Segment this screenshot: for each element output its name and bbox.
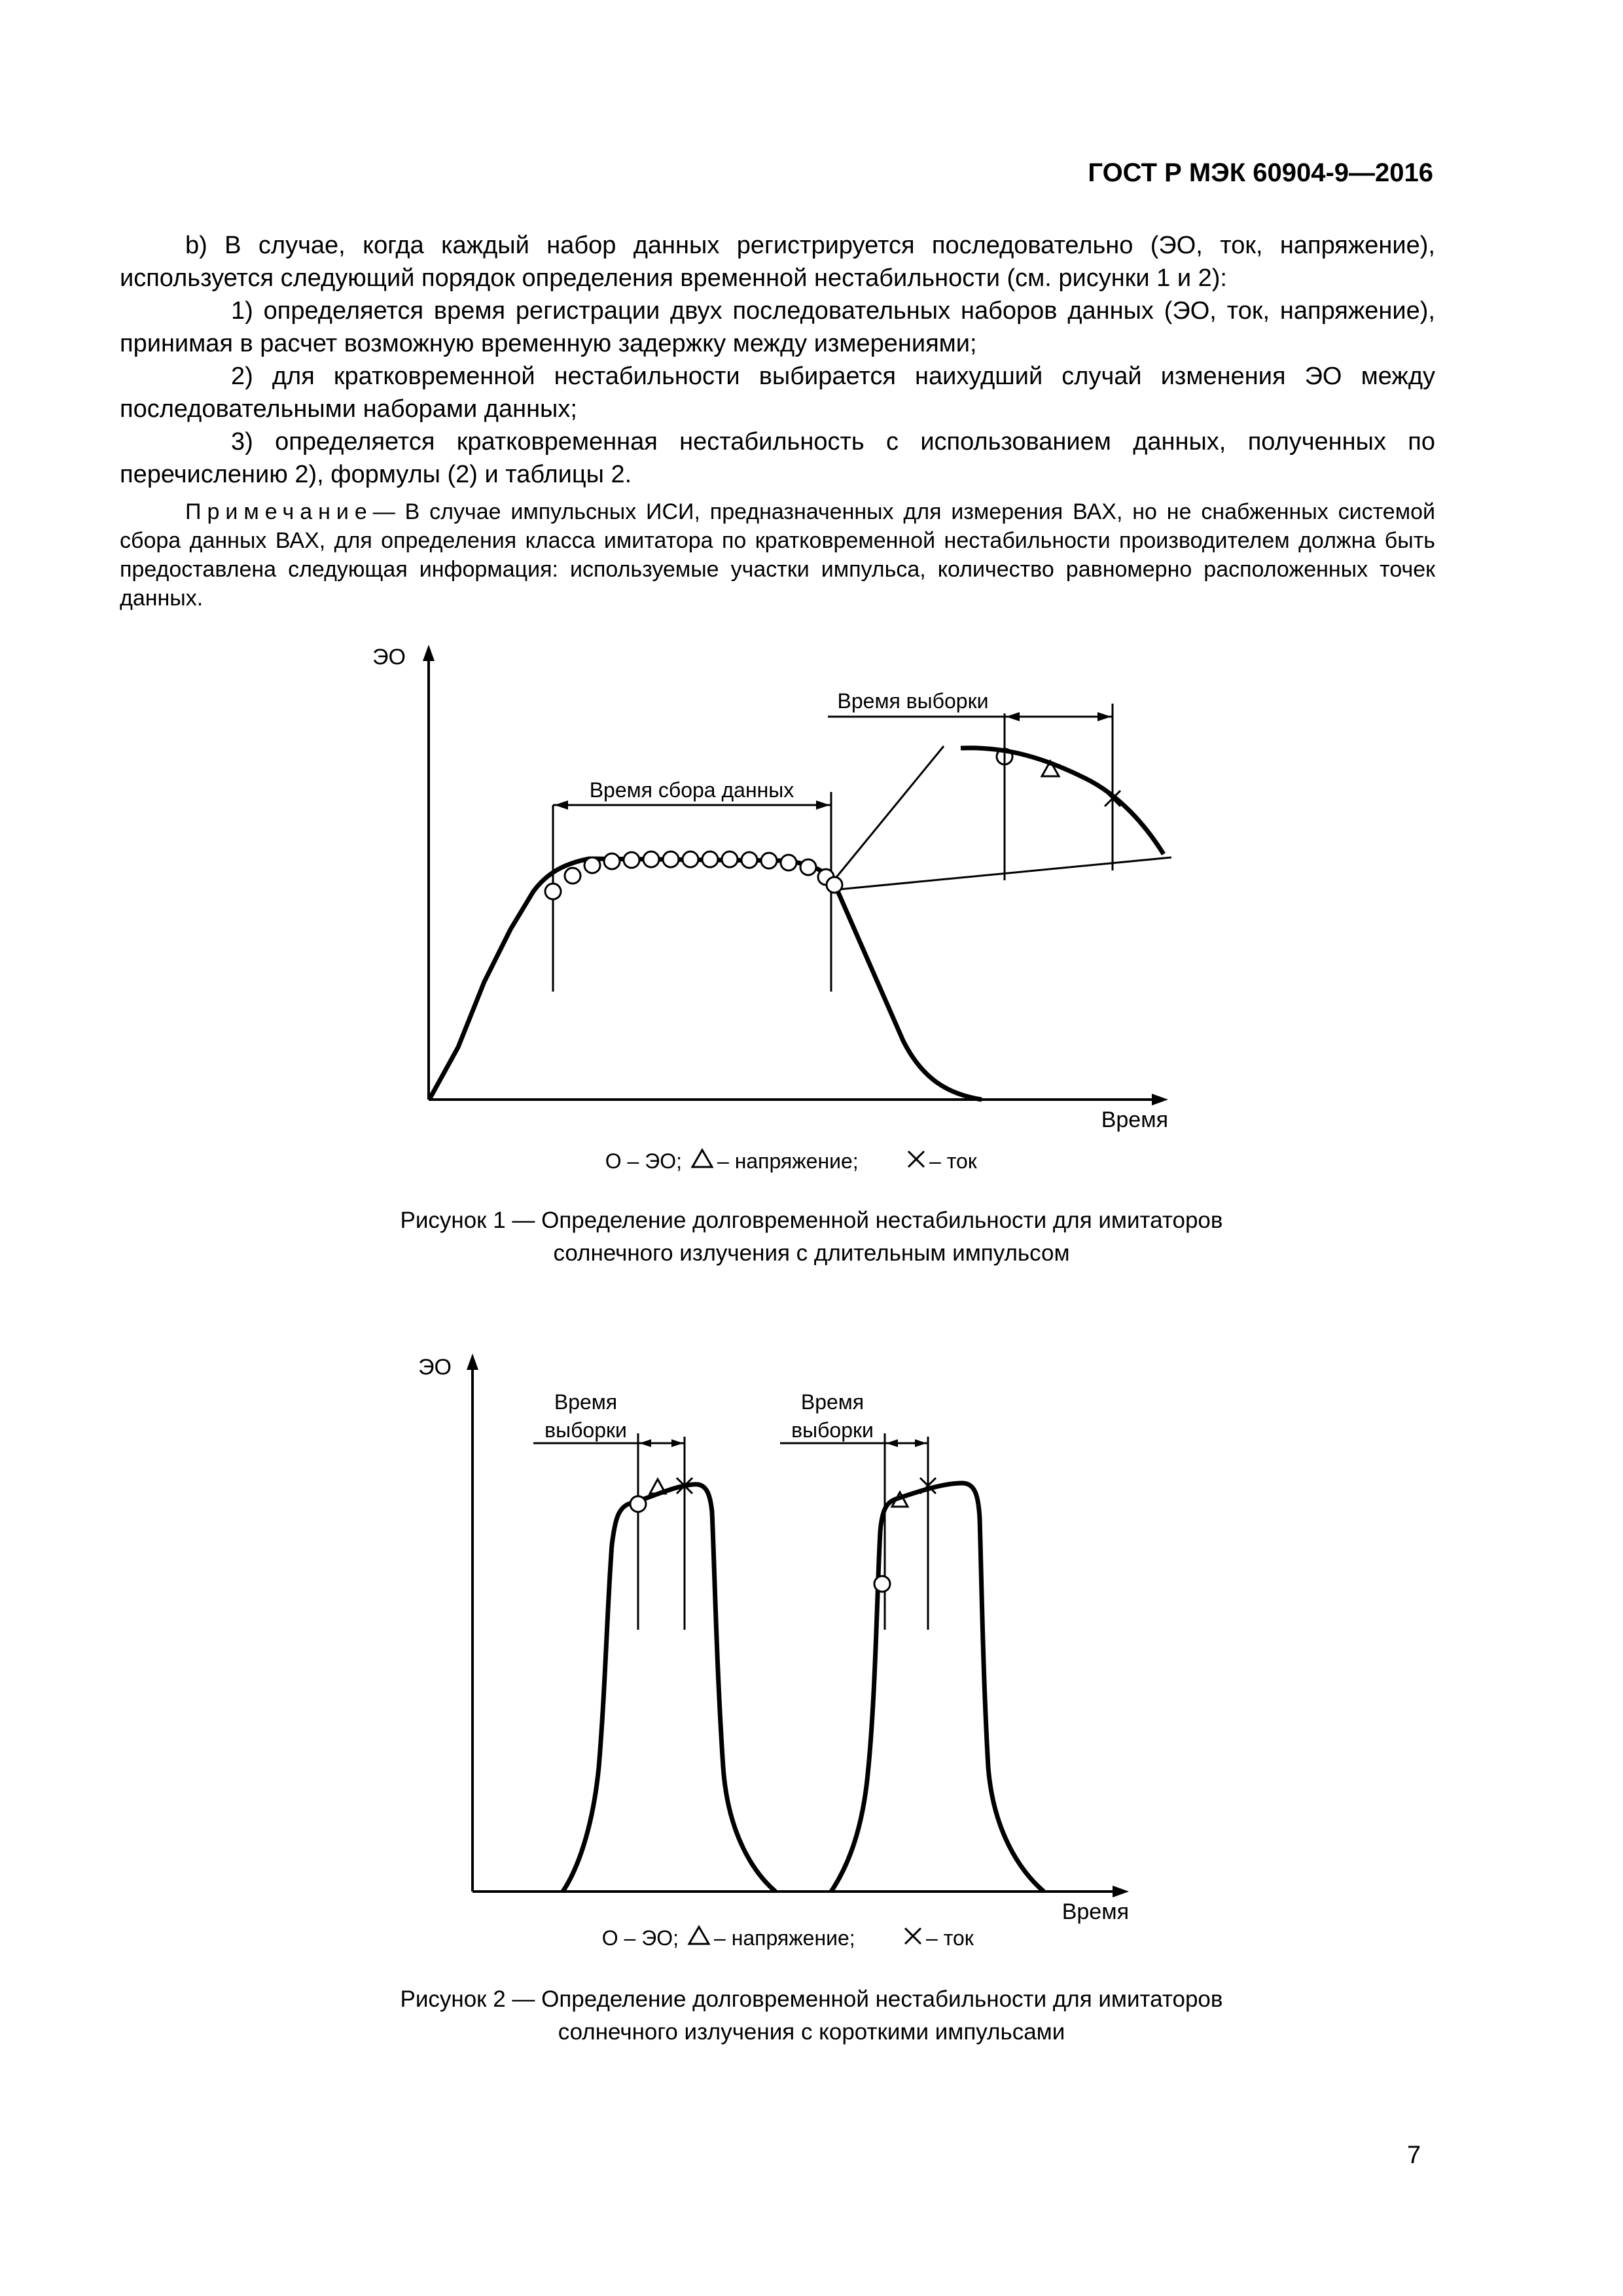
figure-2-caption-line-2: солнечного излучения с короткими импульсами <box>558 2019 1065 2045</box>
document-header: ГОСТ Р МЭК 60904-9—2016 <box>1088 158 1433 187</box>
fig1-legend-eo: О – ЭО; <box>605 1149 682 1173</box>
fig1-eo-point <box>624 852 639 868</box>
fig1-legend-cross-icon <box>908 1151 924 1167</box>
fig1-eo-point <box>604 853 620 869</box>
fig1-legend-voltage: – напряжение; <box>717 1149 859 1173</box>
fig1-zoom-line-top <box>831 746 944 884</box>
fig1-eo-point <box>584 857 600 873</box>
fig1-eo-point <box>683 852 698 867</box>
paragraph-item-1: 1) определяется время регистрации двух последовательных наборов данных (ЭО, ток, напряжение), принимая в расчет возможную временную задержку между измерениями; <box>120 297 1435 357</box>
fig2-p2-sampling-label-2: выборки <box>791 1418 874 1442</box>
figure-1-caption <box>0 1204 1623 1270</box>
paragraph-item-2: 2) для кратковременной нестабильности выбирается наихудший случай изменения ЭО между последовательными наборами данных; <box>120 363 1435 423</box>
fig1-eo-point <box>565 868 580 884</box>
fig2-legend-eo: О – ЭО; <box>601 1926 679 1950</box>
fig1-legend-triangle-icon <box>692 1150 712 1167</box>
figure-1-caption-line-1: Рисунок 1 — Определение долговременной нестабильности для имитаторов <box>400 1208 1223 1233</box>
fig2-legend-current: – ток <box>926 1926 974 1950</box>
fig1-eo-point <box>827 877 842 893</box>
fig1-pulse-curve <box>430 859 982 1100</box>
fig1-legend-current: – ток <box>929 1149 977 1173</box>
fig1-eo-point <box>702 852 718 867</box>
fig2-p2-eo-marker <box>874 1576 890 1592</box>
fig1-sampling-label: Время выборки <box>837 689 989 713</box>
fig1-eo-point <box>800 859 816 875</box>
fig2-p2-sampling-label-1: Время <box>800 1390 865 1414</box>
fig2-x-axis-arrow <box>1113 1886 1129 1897</box>
note-label: Примечание <box>185 499 373 524</box>
fig1-x-axis-arrow <box>1152 1094 1168 1105</box>
fig1-zoom-line-bottom <box>831 857 1171 890</box>
fig2-y-axis-arrow <box>467 1354 478 1370</box>
fig2-pulse-2 <box>831 1483 1044 1892</box>
fig2-legend-voltage: – напряжение; <box>714 1926 855 1950</box>
fig1-eo-point <box>781 855 796 870</box>
fig2-legend-triangle-icon <box>689 1927 709 1944</box>
fig2-legend-cross-icon <box>905 1928 921 1944</box>
page-number: 7 <box>1407 2142 1421 2169</box>
fig2-x-label: Время <box>1061 1899 1129 1924</box>
fig1-eo-point <box>545 884 561 899</box>
fig1-eo-point <box>741 852 757 868</box>
fig1-eo-point <box>722 852 738 867</box>
fig1-eo-point <box>643 852 659 867</box>
paragraph-item-3: 3) определяется кратковременная нестабильность с использованием данных, полученных по перечислению 2), формулы (2) и таблицы 2. <box>120 428 1435 488</box>
fig2-p1-sampling-label-1: Время <box>554 1390 618 1414</box>
fig1-inset-curve <box>961 748 1164 854</box>
fig2-y-label: ЭО <box>418 1355 452 1380</box>
fig2-pulse-1 <box>563 1484 776 1892</box>
fig2-p1-eo-marker <box>630 1496 646 1512</box>
fig1-eo-point <box>761 853 777 869</box>
fig1-y-axis-arrow <box>423 645 435 661</box>
fig2-p1-sampling-label-2: выборки <box>544 1418 627 1442</box>
note-text: — В случае импульсных ИСИ, предназначенных для измерения ВАХ, но не снабженных системой сбора данных ВАХ, для определения класса имитатора по кратковременной нестабильности производителем должна быть предоставлена следующая информация: используемые участки импульса, количество равномерно расположенных точек данных. <box>120 499 1435 611</box>
paragraph-b: b) В случае, когда каждый набор данных регистрируется последовательно (ЭО, ток, напряжение), используется следующий порядок определения временной нестабильности (см. рисунки 1 и 2): <box>120 232 1435 292</box>
fig1-collection-label: Время сбора данных <box>589 778 794 802</box>
fig1-x-label: Время <box>1101 1107 1168 1132</box>
figure-2-caption <box>0 1983 1623 2049</box>
fig1-eo-point <box>663 852 679 867</box>
figure-2-caption-line-1: Рисунок 2 — Определение долговременной нестабильности для имитаторов <box>400 1986 1223 2012</box>
figure-1-caption-line-2: солнечного излучения с длительным импульсом <box>553 1240 1070 1266</box>
fig1-eo-points <box>545 852 842 899</box>
fig1-y-label: ЭО <box>372 645 406 670</box>
